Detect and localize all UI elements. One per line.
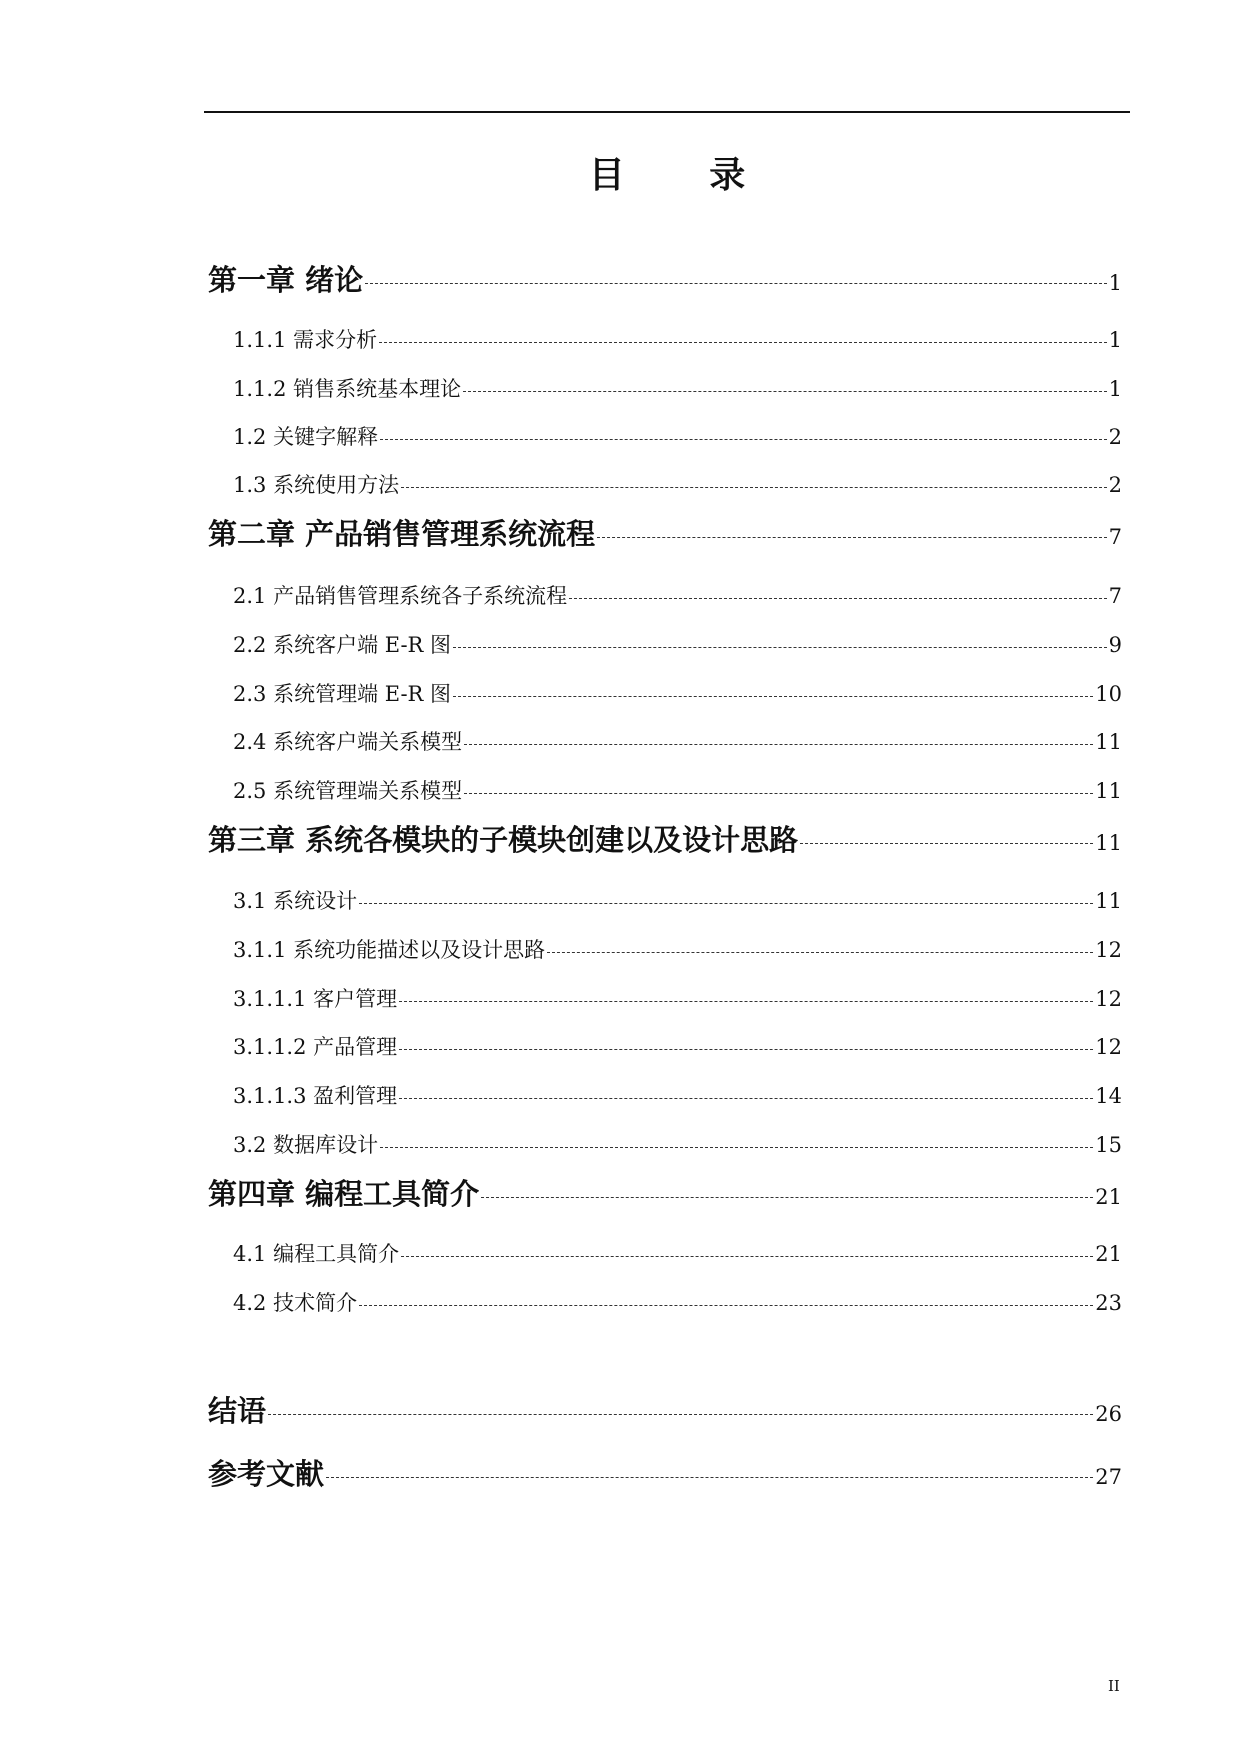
toc-entry-page: 11 bbox=[1095, 889, 1122, 913]
toc-entry-label: 2.2 系统客户端 E-R 图 bbox=[233, 633, 452, 657]
toc-entry-page: 15 bbox=[1095, 1133, 1122, 1157]
toc-chapter-entry[interactable] bbox=[208, 1172, 1122, 1216]
toc-section-entry[interactable] bbox=[233, 884, 1122, 918]
toc-section-entry[interactable] bbox=[233, 725, 1122, 759]
toc-chapter-entry[interactable] bbox=[208, 258, 1122, 302]
toc-leader-line bbox=[464, 744, 1093, 745]
toc-entry-label: 1.2 关键字解释 bbox=[233, 425, 379, 449]
toc-entry-label: 第四章 编程工具简介 bbox=[208, 1177, 480, 1211]
toc-entry-label: 2.1 产品销售管理系统各子系统流程 bbox=[233, 584, 568, 608]
toc-leader-line bbox=[365, 283, 1107, 284]
toc-leader-line bbox=[399, 1001, 1093, 1002]
toc-leader-line bbox=[399, 1049, 1093, 1050]
toc-leader-line bbox=[359, 1305, 1093, 1306]
toc-section-entry[interactable] bbox=[233, 628, 1122, 662]
toc-entry-page: 14 bbox=[1095, 1084, 1122, 1108]
toc-entry-page: 11 bbox=[1095, 831, 1122, 855]
toc-entry-page: 1 bbox=[1108, 377, 1122, 401]
toc-entry-page: 7 bbox=[1108, 584, 1122, 608]
toc-section-entry[interactable] bbox=[233, 420, 1122, 454]
toc-leader-line bbox=[359, 903, 1093, 904]
toc-chapter-entry[interactable] bbox=[208, 1452, 1122, 1496]
toc-section-entry[interactable] bbox=[233, 468, 1122, 502]
toc-entry-page: 2 bbox=[1108, 473, 1122, 497]
toc-entry-page: 27 bbox=[1095, 1465, 1122, 1489]
toc-entry-page: 21 bbox=[1095, 1242, 1122, 1266]
toc-section-entry[interactable] bbox=[233, 677, 1122, 711]
page-number: II bbox=[1108, 1677, 1120, 1695]
toc-entry-label: 参考文献 bbox=[208, 1457, 325, 1491]
toc-entry-label: 2.5 系统管理端关系模型 bbox=[233, 779, 463, 803]
toc-entry-label: 3.2 数据库设计 bbox=[233, 1133, 379, 1157]
toc-leader-line bbox=[453, 696, 1093, 697]
toc-leader-line bbox=[800, 843, 1093, 844]
toc-leader-line bbox=[597, 537, 1107, 538]
toc-entry-label: 2.3 系统管理端 E-R 图 bbox=[233, 682, 452, 706]
toc-leader-line bbox=[326, 1477, 1093, 1478]
toc-section-entry[interactable] bbox=[233, 1079, 1122, 1113]
toc-entry-page: 9 bbox=[1108, 633, 1122, 657]
toc-leader-line bbox=[453, 647, 1107, 648]
toc-leader-line bbox=[481, 1197, 1093, 1198]
toc-leader-line bbox=[379, 342, 1107, 343]
toc-entry-label: 4.1 编程工具简介 bbox=[233, 1242, 400, 1266]
toc-entry-label: 3.1.1.1 客户管理 bbox=[233, 987, 398, 1011]
toc-entry-page: 11 bbox=[1095, 730, 1122, 754]
toc-section-entry[interactable] bbox=[233, 579, 1122, 613]
toc-entry-label: 1.3 系统使用方法 bbox=[233, 473, 400, 497]
toc-entry-label: 结语 bbox=[208, 1394, 267, 1428]
toc-entry-label: 3.1.1.2 产品管理 bbox=[233, 1035, 398, 1059]
toc-section-entry[interactable] bbox=[233, 774, 1122, 808]
toc-entry-label: 1.1.1 需求分析 bbox=[233, 328, 378, 352]
toc-entry-page: 26 bbox=[1095, 1402, 1122, 1426]
toc-entry-page: 12 bbox=[1095, 987, 1122, 1011]
toc-entry-label: 第一章 绪论 bbox=[208, 263, 364, 297]
toc-entry-page: 10 bbox=[1095, 682, 1122, 706]
toc-entry-page: 21 bbox=[1095, 1185, 1122, 1209]
toc-entry-label: 3.1.1 系统功能描述以及设计思路 bbox=[233, 938, 546, 962]
toc-chapter-entry[interactable] bbox=[208, 818, 1122, 862]
toc-entry-page: 23 bbox=[1095, 1291, 1122, 1315]
toc-section-entry[interactable] bbox=[233, 323, 1122, 357]
toc-leader-line bbox=[399, 1098, 1093, 1099]
toc-entry-page: 1 bbox=[1108, 328, 1122, 352]
toc-leader-line bbox=[380, 439, 1107, 440]
toc-entry-label: 2.4 系统客户端关系模型 bbox=[233, 730, 463, 754]
toc-leader-line bbox=[380, 1147, 1093, 1148]
toc-chapter-entry[interactable] bbox=[208, 1389, 1122, 1433]
toc-entry-page: 12 bbox=[1095, 938, 1122, 962]
toc-leader-line bbox=[464, 793, 1093, 794]
toc-leader-line bbox=[401, 487, 1107, 488]
toc-section-entry[interactable] bbox=[233, 1237, 1122, 1271]
toc-entry-page: 11 bbox=[1095, 779, 1122, 803]
toc-entry-page: 7 bbox=[1108, 525, 1122, 549]
toc-leader-line bbox=[401, 1256, 1093, 1257]
toc-section-entry[interactable] bbox=[233, 933, 1122, 967]
toc-entry-page: 1 bbox=[1108, 271, 1122, 295]
toc-entry-label: 第三章 系统各模块的子模块创建以及设计思路 bbox=[208, 823, 799, 857]
toc-section-entry[interactable] bbox=[233, 1030, 1122, 1064]
toc-entry-label: 4.2 技术简介 bbox=[233, 1291, 358, 1315]
toc-title: 目 录 bbox=[588, 155, 782, 196]
toc-section-entry[interactable] bbox=[233, 372, 1122, 406]
toc-entry-label: 1.1.2 销售系统基本理论 bbox=[233, 377, 462, 401]
toc-leader-line bbox=[569, 598, 1107, 599]
toc-leader-line bbox=[268, 1414, 1093, 1415]
toc-section-entry[interactable] bbox=[233, 1128, 1122, 1162]
toc-chapter-entry[interactable] bbox=[208, 512, 1122, 556]
toc-entry-label: 3.1.1.3 盈利管理 bbox=[233, 1084, 398, 1108]
toc-section-entry[interactable] bbox=[233, 982, 1122, 1016]
toc-entry-page: 2 bbox=[1108, 425, 1122, 449]
toc-leader-line bbox=[463, 391, 1107, 392]
toc-section-entry[interactable] bbox=[233, 1286, 1122, 1320]
toc-entry-label: 3.1 系统设计 bbox=[233, 889, 358, 913]
toc-entry-page: 12 bbox=[1095, 1035, 1122, 1059]
toc-leader-line bbox=[547, 952, 1093, 953]
toc-entry-label: 第二章 产品销售管理系统流程 bbox=[208, 517, 596, 551]
